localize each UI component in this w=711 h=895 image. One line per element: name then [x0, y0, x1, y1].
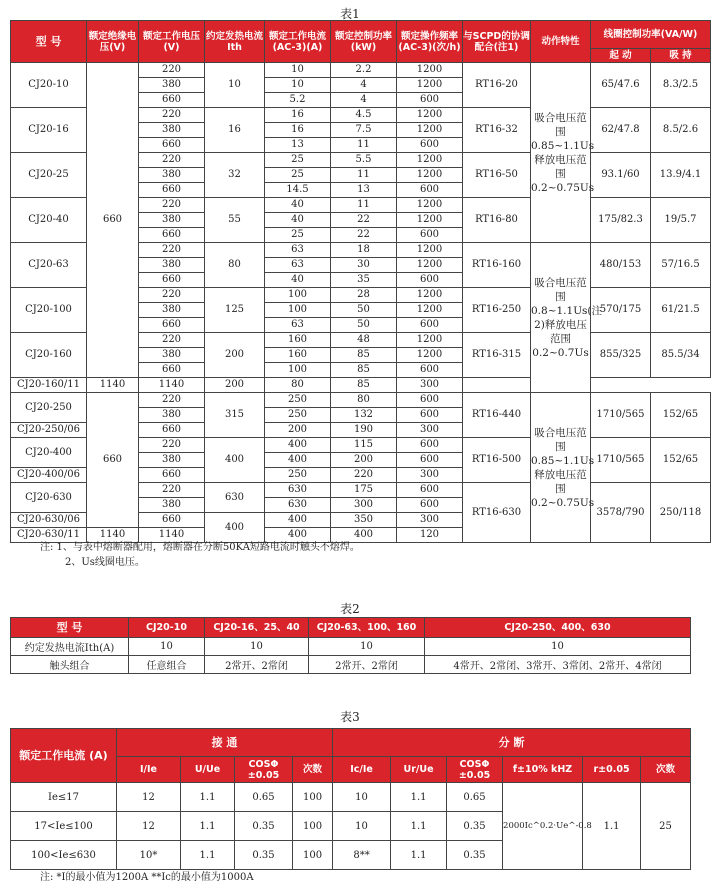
t1-cell: 80: [265, 378, 331, 393]
t2-cell: 任意组合: [129, 656, 205, 674]
t1-cell: 220: [331, 468, 397, 483]
model-cell: CJ20-63: [11, 243, 87, 288]
t1-cell: 1200: [397, 333, 463, 348]
header-action: 动作特性: [531, 21, 591, 63]
t1-cell: 1200: [397, 198, 463, 213]
t1-cell: 50: [331, 318, 397, 333]
t3-sub: r±0.05: [583, 757, 641, 783]
scpd-cell: RT16-32: [463, 108, 531, 153]
t1-cell: 28: [331, 288, 397, 303]
t1-cell: 30: [331, 258, 397, 273]
model-cell: CJ20-250/06: [11, 423, 87, 438]
ith-cell: 400: [205, 438, 265, 483]
t1-cell: 25: [265, 228, 331, 243]
t1-cell: 600: [397, 363, 463, 378]
t2-header-cj20-16: CJ20-16、25、40: [205, 618, 309, 638]
t1-cell: 660: [139, 183, 205, 198]
t1-cell: 85: [331, 348, 397, 363]
t1-cell: 18: [331, 243, 397, 258]
header-frequency: 额定操作频率(AC-3)(次/h): [397, 21, 463, 63]
header-control-power: 额定控制功率(kW): [331, 21, 397, 63]
header-model: 型 号: [11, 21, 87, 63]
t1-cell: 660: [139, 318, 205, 333]
t2-row-label: 触头组合: [11, 656, 129, 674]
model-cell: CJ20-400: [11, 438, 87, 468]
model-cell: CJ20-40: [11, 198, 87, 243]
t3-cell: 17<Ie≤100: [11, 812, 117, 841]
t2-row-label: 约定发热电流Ith(A): [11, 638, 129, 656]
t3-cell: 0.65: [235, 783, 293, 812]
t3-sub: COSΦ ±0.05: [235, 757, 293, 783]
t1-cell: 660: [139, 468, 205, 483]
t2-cell: 10: [129, 638, 205, 656]
t1-cell: 25: [265, 153, 331, 168]
t1-cell: 380: [139, 408, 205, 423]
t1-cell: 40: [265, 213, 331, 228]
hold-cell: 57/16.5: [651, 243, 711, 288]
t1-cell: 200: [331, 453, 397, 468]
action-cell: 吸合电压范围0.8~1.1Us(注2)释放电压范围0.2~0.7Us: [531, 243, 591, 393]
t3-cell: 0.35: [235, 841, 293, 870]
t3-sub: COSΦ ±0.05: [447, 757, 503, 783]
t2-header-model: 型 号: [11, 618, 129, 638]
start-cell: 3578/790: [591, 483, 651, 543]
t1-cell: 48: [331, 333, 397, 348]
ith-cell: 400: [205, 513, 265, 543]
t1-cell: 5.2: [265, 93, 331, 108]
t1-cell: 660: [139, 363, 205, 378]
ith-cell: 80: [205, 243, 265, 288]
t1-cell: 25: [265, 168, 331, 183]
t1-cell: 250: [265, 408, 331, 423]
ith-cell: 125: [205, 288, 265, 333]
t1-cell: 250: [265, 393, 331, 408]
t3-cell: 12: [117, 783, 181, 812]
t1-cell: 220: [139, 483, 205, 498]
t1-cell: 600: [397, 453, 463, 468]
t1-cell: 380: [139, 258, 205, 273]
t3-header-make: 接 通: [117, 729, 333, 757]
t1-cell: 220: [139, 393, 205, 408]
table1: [10, 20, 711, 543]
t1-cell: 85: [331, 363, 397, 378]
t3-cell: Ie≤17: [11, 783, 117, 812]
t1-cell: 2.2: [331, 63, 397, 78]
t1-cell: 1200: [397, 303, 463, 318]
ith-cell: 16: [205, 108, 265, 153]
t1-cell: 380: [139, 453, 205, 468]
insulation-cell: 1140: [87, 528, 139, 543]
t2-cell: 4常开、2常闭、3常开、3常闭、2常开、4常闭: [425, 656, 691, 674]
header-scpd: 与SCPD的协调配合(注1): [463, 21, 531, 63]
t1-cell: 630: [265, 498, 331, 513]
t1-cell: 400: [265, 528, 331, 543]
t3-header-break: 分 断: [333, 729, 691, 757]
model-cell: CJ20-100: [11, 288, 87, 333]
t3-cell: 100: [293, 812, 333, 841]
header-ith: 约定发热电流Ith: [205, 21, 265, 63]
t1-cell: 1200: [397, 348, 463, 363]
t1-cell: 660: [139, 273, 205, 288]
t1-cell: 400: [265, 513, 331, 528]
t1-cell: 132: [331, 408, 397, 423]
start-cell: 480/153: [591, 243, 651, 288]
t1-cell: 63: [265, 243, 331, 258]
start-cell: 65/47.6: [591, 63, 651, 108]
header-rated-current: 额定工作电流(AC-3)(A): [265, 21, 331, 63]
t3-sub: f±10% kHZ: [503, 757, 583, 783]
ith-cell: 55: [205, 198, 265, 243]
t1-cell: 85: [331, 378, 397, 393]
t3-r-value: 1.1: [583, 783, 641, 870]
scpd-cell: RT16-50: [463, 153, 531, 198]
scpd-cell: RT16-160: [463, 243, 531, 288]
t3-cell: 1.1: [391, 812, 447, 841]
model-cell: CJ20-10: [11, 63, 87, 108]
t1-cell: 1140: [139, 378, 205, 393]
t3-sub: Ic/Ie: [333, 757, 391, 783]
table3: [10, 728, 691, 870]
t3-cell: 1.1: [181, 841, 235, 870]
table1-note-1: 注: 1、与表中熔断器配用，熔断器在分断50KA短路电流时触头不熔焊。: [40, 542, 360, 553]
header-start: 起 动: [591, 49, 651, 63]
t3-sub: 次数: [641, 757, 691, 783]
hold-cell: 152/65: [651, 438, 711, 483]
t1-cell: 300: [397, 378, 463, 393]
t1-cell: 600: [397, 393, 463, 408]
t1-cell: 14.5: [265, 183, 331, 198]
t3-cell: 100<Ie≤630: [11, 841, 117, 870]
table1-note-2: 2、Us线圈电压。: [65, 557, 145, 568]
t1-cell: 100: [265, 303, 331, 318]
t1-cell: 1200: [397, 288, 463, 303]
t1-cell: 600: [397, 138, 463, 153]
t1-cell: 13: [331, 183, 397, 198]
t1-cell: 600: [397, 438, 463, 453]
start-cell: 855/325: [591, 333, 651, 378]
t1-cell: 660: [139, 93, 205, 108]
t1-cell: 300: [331, 498, 397, 513]
t3-cell: 0.35: [447, 841, 503, 870]
t1-cell: 13: [265, 138, 331, 153]
t3-sub: I/Ie: [117, 757, 181, 783]
t1-cell: 400: [265, 438, 331, 453]
scpd-cell: RT16-500: [463, 438, 531, 483]
t1-cell: 40: [265, 198, 331, 213]
table3-caption: 表3: [340, 710, 360, 724]
t1-cell: 1140: [139, 528, 205, 543]
t2-cell: 2常开、2常闭: [309, 656, 425, 674]
t1-cell: 1200: [397, 63, 463, 78]
t1-cell: 40: [265, 273, 331, 288]
t3-cell: 8**: [333, 841, 391, 870]
t1-cell: 300: [397, 468, 463, 483]
t3-cell: 0.35: [235, 812, 293, 841]
t3-f-value: 2000Ic^0.2·Ue^-0.8: [503, 783, 583, 870]
hold-cell: 85.5/34: [651, 333, 711, 378]
table2: [10, 617, 691, 674]
t3-cell: 0.35: [447, 812, 503, 841]
t3-sub: Ur/Ue: [391, 757, 447, 783]
insulation-cell: 660: [87, 393, 139, 528]
t3-cell: 1.1: [181, 783, 235, 812]
action-cell: 吸合电压范围0.85~1.1Us释放电压范围0.2~0.75Us: [531, 393, 591, 543]
table1-caption: 表1: [340, 7, 360, 21]
t1-cell: 11: [331, 138, 397, 153]
t1-cell: 190: [331, 423, 397, 438]
t1-cell: 350: [331, 513, 397, 528]
t1-cell: 220: [139, 198, 205, 213]
model-cell: CJ20-16: [11, 108, 87, 153]
t1-cell: 10: [265, 63, 331, 78]
t3-cell: 0.65: [447, 783, 503, 812]
hold-cell: 8.5/2.6: [651, 108, 711, 153]
t3-cell: 10: [333, 783, 391, 812]
t1-cell: 250: [265, 468, 331, 483]
hold-cell: 19/5.7: [651, 198, 711, 243]
scpd-cell: RT16-20: [463, 63, 531, 108]
t1-cell: 600: [397, 273, 463, 288]
table-row: [11, 378, 711, 393]
t1-cell: 115: [331, 438, 397, 453]
t3-cell: 10: [333, 812, 391, 841]
t3-cell: 1.1: [391, 841, 447, 870]
model-cell: CJ20-630/06: [11, 513, 87, 528]
model-cell: CJ20-250: [11, 393, 87, 423]
t3-sub: 次数: [293, 757, 333, 783]
t1-cell: 1200: [397, 108, 463, 123]
t1-cell: 4.5: [331, 108, 397, 123]
t1-cell: 1200: [397, 213, 463, 228]
t2-header-cj20-63: CJ20-63、100、160: [309, 618, 425, 638]
t1-cell: 7.5: [331, 123, 397, 138]
t3-cell: 1.1: [391, 783, 447, 812]
table3-note: 注: *I的最小值为1200A **Ic的最小值为1000A: [40, 872, 254, 883]
t1-cell: 600: [397, 93, 463, 108]
t1-cell: 220: [139, 333, 205, 348]
t1-cell: 160: [265, 348, 331, 363]
t1-cell: 220: [139, 63, 205, 78]
t3-cell: 100: [293, 841, 333, 870]
ith-cell: 315: [205, 393, 265, 438]
header-coil-power: 线圈控制功率(VA/W): [591, 21, 711, 49]
scpd-cell: RT16-315: [463, 333, 531, 378]
t1-cell: 600: [397, 483, 463, 498]
t1-cell: 22: [331, 228, 397, 243]
t1-cell: 160: [265, 333, 331, 348]
ith-cell: 200: [205, 333, 265, 378]
action-cell: 吸合电压范围0.85~1.1Us释放电压范围0.2~0.75Us: [531, 63, 591, 243]
t1-cell: 1200: [397, 78, 463, 93]
scpd-cell: RT16-250: [463, 288, 531, 333]
t1-cell: 22: [331, 213, 397, 228]
t1-cell: 175: [331, 483, 397, 498]
t1-cell: 1200: [397, 243, 463, 258]
t1-cell: 63: [265, 258, 331, 273]
t1-cell: 600: [397, 183, 463, 198]
t2-cell: 10: [205, 638, 309, 656]
ith-cell: 200: [205, 378, 265, 393]
t1-cell: 380: [139, 213, 205, 228]
scpd-cell: RT16-630: [463, 483, 531, 543]
t1-cell: 600: [397, 408, 463, 423]
t1-cell: 380: [139, 498, 205, 513]
t1-cell: 4: [331, 93, 397, 108]
start-cell: 175/82.3: [591, 198, 651, 243]
t1-cell: 220: [139, 108, 205, 123]
insulation-cell: 1140: [87, 378, 139, 393]
t1-cell: 1200: [397, 123, 463, 138]
model-cell: CJ20-630: [11, 483, 87, 513]
t1-cell: 4: [331, 78, 397, 93]
model-cell: CJ20-160/11: [11, 378, 87, 393]
t1-cell: 600: [397, 318, 463, 333]
scpd-cell: RT16-440: [463, 393, 531, 438]
t1-cell: 300: [397, 423, 463, 438]
t1-cell: 11: [331, 168, 397, 183]
model-cell: CJ20-630/11: [11, 528, 87, 543]
t1-cell: 63: [265, 318, 331, 333]
t3-cell: 12: [117, 812, 181, 841]
t1-cell: 5.5: [331, 153, 397, 168]
ith-cell: 630: [205, 483, 265, 513]
t1-cell: 16: [265, 123, 331, 138]
t1-cell: 400: [265, 453, 331, 468]
ith-cell: 32: [205, 153, 265, 198]
t2-cell: 10: [309, 638, 425, 656]
t1-cell: 380: [139, 123, 205, 138]
t1-cell: 200: [265, 423, 331, 438]
t2-header-cj20-10: CJ20-10: [129, 618, 205, 638]
t1-cell: 80: [331, 393, 397, 408]
t1-cell: 1200: [397, 153, 463, 168]
t3-sub: U/Ue: [181, 757, 235, 783]
t1-cell: 220: [139, 288, 205, 303]
header-hold: 吸 持: [651, 49, 711, 63]
t1-cell: 660: [139, 138, 205, 153]
t1-cell: 10: [265, 78, 331, 93]
t3-count-value: 25: [641, 783, 691, 870]
t1-cell: 11: [331, 198, 397, 213]
table-row: [11, 63, 711, 78]
t2-header-cj20-250: CJ20-250、400、630: [425, 618, 691, 638]
t1-cell: 35: [331, 273, 397, 288]
start-cell: 62/47.8: [591, 108, 651, 153]
t1-cell: 600: [397, 498, 463, 513]
model-cell: CJ20-25: [11, 153, 87, 198]
table-row: [11, 393, 711, 408]
t1-cell: 660: [139, 423, 205, 438]
start-cell: 1710/565: [591, 393, 651, 438]
t3-cell: 10*: [117, 841, 181, 870]
hold-cell: 13.9/4.1: [651, 153, 711, 198]
start-cell: 570/175: [591, 288, 651, 333]
scpd-cell: RT16-80: [463, 198, 531, 243]
header-insulation-voltage: 额定绝缘电压(V): [87, 21, 139, 63]
t1-cell: 380: [139, 303, 205, 318]
t1-cell: 220: [139, 243, 205, 258]
table2-caption: 表2: [340, 602, 360, 616]
t1-cell: 660: [139, 513, 205, 528]
t1-cell: 220: [139, 153, 205, 168]
t1-cell: 50: [331, 303, 397, 318]
model-cell: CJ20-400/06: [11, 468, 87, 483]
t1-cell: 120: [397, 528, 463, 543]
start-cell: 93.1/60: [591, 153, 651, 198]
t1-cell: 220: [139, 438, 205, 453]
hold-cell: 8.3/2.5: [651, 63, 711, 108]
t1-cell: 1200: [397, 168, 463, 183]
hold-cell: 61/21.5: [651, 288, 711, 333]
t3-header-rated-current: 额定工作电流 (A): [11, 729, 117, 783]
t1-cell: 100: [265, 363, 331, 378]
hold-cell: 152/65: [651, 393, 711, 438]
t1-cell: 100: [265, 288, 331, 303]
header-rated-voltage: 额定工作电压(V): [139, 21, 205, 63]
t1-cell: 380: [139, 348, 205, 363]
t1-cell: 300: [397, 513, 463, 528]
hold-cell: 250/118: [651, 483, 711, 543]
t1-cell: 16: [265, 108, 331, 123]
t2-cell: 2常开、2常闭: [205, 656, 309, 674]
t1-cell: 380: [139, 78, 205, 93]
t1-cell: 660: [139, 228, 205, 243]
t1-cell: 380: [139, 168, 205, 183]
t1-cell: 1200: [397, 258, 463, 273]
t1-cell: 400: [331, 528, 397, 543]
model-cell: CJ20-160: [11, 333, 87, 378]
insulation-cell: 660: [87, 63, 139, 378]
t3-cell: 1.1: [181, 812, 235, 841]
t1-cell: 630: [265, 483, 331, 498]
t1-cell: 600: [397, 228, 463, 243]
t3-cell: 100: [293, 783, 333, 812]
start-cell: 1710/565: [591, 438, 651, 483]
ith-cell: 10: [205, 63, 265, 108]
t2-cell: 10: [425, 638, 691, 656]
